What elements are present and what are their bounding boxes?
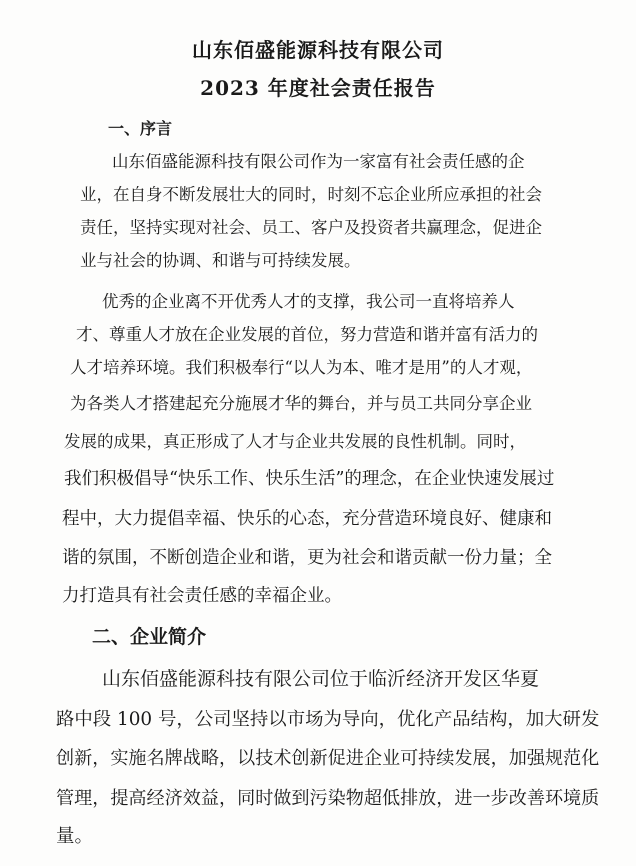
text-line: 才、尊重人才放在企业发展的首位，努力营造和谐并富有活力的 xyxy=(76,325,538,344)
section-heading-preface: 一、序言 xyxy=(108,119,173,138)
text-line: 人才培养环境。我们积极奉行“以人为本、唯才是用”的人才观， xyxy=(70,358,533,377)
report-title: 2023 年度社会责任报告 xyxy=(200,76,436,100)
text-line: 发展的成果，真正形成了人才与企业共发展的良性机制。同时， xyxy=(64,432,526,451)
text-line: 管理，提高经济效益，同时做到污染物超低排放，进一步改善环境质 xyxy=(56,788,600,809)
section-heading-company-profile: 二、企业简介 xyxy=(92,626,207,648)
text-line: 责任，坚持实现对社会、员工、客户及投资者共赢理念，促进企 xyxy=(80,218,542,237)
text-line: 山东佰盛能源科技有限公司作为一家富有社会责任感的企 xyxy=(112,152,525,171)
text-line: 路中段 100 号，公司坚持以市场为导向，优化产品结构，加大研发 xyxy=(56,709,600,730)
company-title: 山东佰盛能源科技有限公司 xyxy=(192,38,444,62)
text-line: 优秀的企业离不开优秀人才的支撑，我公司一直将培养人 xyxy=(102,292,515,311)
text-line: 山东佰盛能源科技有限公司位于临沂经济开发区华夏 xyxy=(102,668,540,690)
text-line: 创新，实施名牌战略，以技术创新促进企业可持续发展，加强规范化 xyxy=(56,748,600,769)
text-line: 程中，大力提倡幸福、快乐的心态，充分营造环境良好、健康和 xyxy=(62,509,552,529)
text-line: 量。 xyxy=(56,826,94,847)
text-line: 我们积极倡导“快乐工作、快乐生活”的理念，在企业快速发展过 xyxy=(64,469,555,489)
text-line: 业与社会的协调、和谐与可持续发展。 xyxy=(80,251,361,270)
text-line: 为各类人才搭建起充分施展才华的舞台，并与员工共同分享企业 xyxy=(70,394,532,413)
text-line: 业，在自身不断发展壮大的同时，时刻不忘企业所应承担的社会 xyxy=(80,185,542,204)
text-line: 谐的氛围，不断创造企业和谐，更为社会和谐贡献一份力量；全 xyxy=(62,548,552,568)
text-line: 力打造具有社会责任感的幸福企业。 xyxy=(62,586,342,606)
